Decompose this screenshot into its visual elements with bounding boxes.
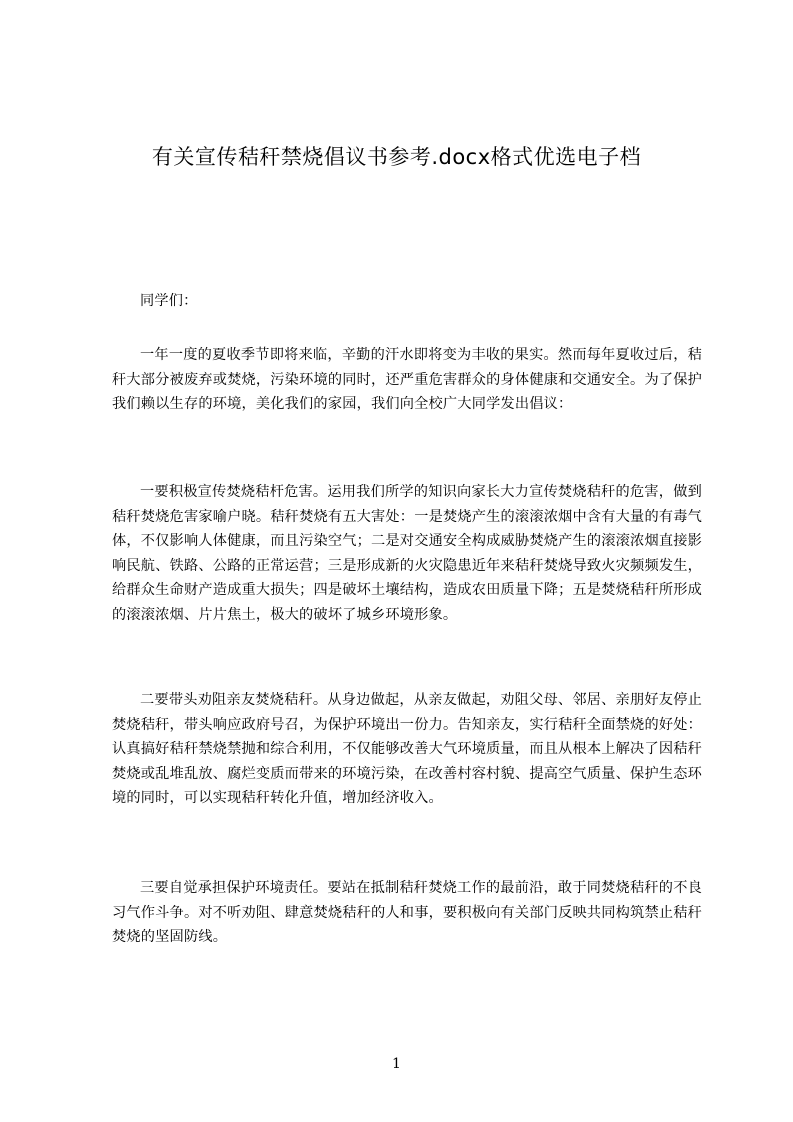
page-number: 1 xyxy=(392,1056,401,1072)
paragraph-intro: 一年一度的夏收季节即将来临，辛勤的汗水即将变为丰收的果实。然而每年夏收过后，秸秆大部分被废弃或焚烧，污染环境的同时，还严重危害群众的身体健康和交通安全。为了保护我们赖以生存的环境，美化我们的家园，我们向全校广大同学发出倡议： xyxy=(112,347,702,413)
paragraph-point-three: 三要自觉承担保护环境责任。要站在抵制秸秆焚烧工作的最前沿，敢于同焚烧秸秆的不良习气作斗争。对不听劝阻、肆意焚烧秸秆的人和事，要积极向有关部门反映共同构筑禁止秸秆焚烧的坚固防线。 xyxy=(112,880,702,946)
paragraph-point-one: 一要积极宣传焚烧秸杆危害。运用我们所学的知识向家长大力宣传焚烧秸秆的危害，做到秸秆焚烧危害家喻户晓。秸秆焚烧有五大害处：一是焚烧产生的滚滚浓烟中含有大量的有毒气体，不仅影响人体健康，而且污染空气；二是对交通安全构成威胁焚烧产生的滚滚浓烟直接影响民航、铁路、公路的正常运营；三是形成新的火灾隐患近年来秸秆焚烧导致火灾频频发生，给群众生命财产造成重大损失；四是破坏土壤结构，造成农田质量下降；五是焚烧秸秆所形成的滚滚浓烟、片片焦土，极大的破坏了城乡环境形象。 xyxy=(112,484,702,623)
salutation: 同学们： xyxy=(140,293,198,309)
document-title: 有关宣传秸秆禁烧倡议书参考.docx格式优选电子档 xyxy=(151,145,642,169)
paragraph-point-two: 二要带头劝阻亲友焚烧秸秆。从身边做起，从亲友做起，劝阻父母、邻居、亲朋好友停止焚烧秸秆，带头响应政府号召，为保护环境出一份力。告知亲友，实行秸秆全面禁烧的好处：认真搞好秸秆禁烧禁抛和综合利用，不仅能够改善大气环境质量，而且从根本上解决了因秸秆焚烧或乱堆乱放、腐烂变质而带来的环境污染，在改善村容村貌、提高空气质量、保护生态环境的同时，可以实现秸秆转化升值，增加经济收入。 xyxy=(112,692,702,807)
